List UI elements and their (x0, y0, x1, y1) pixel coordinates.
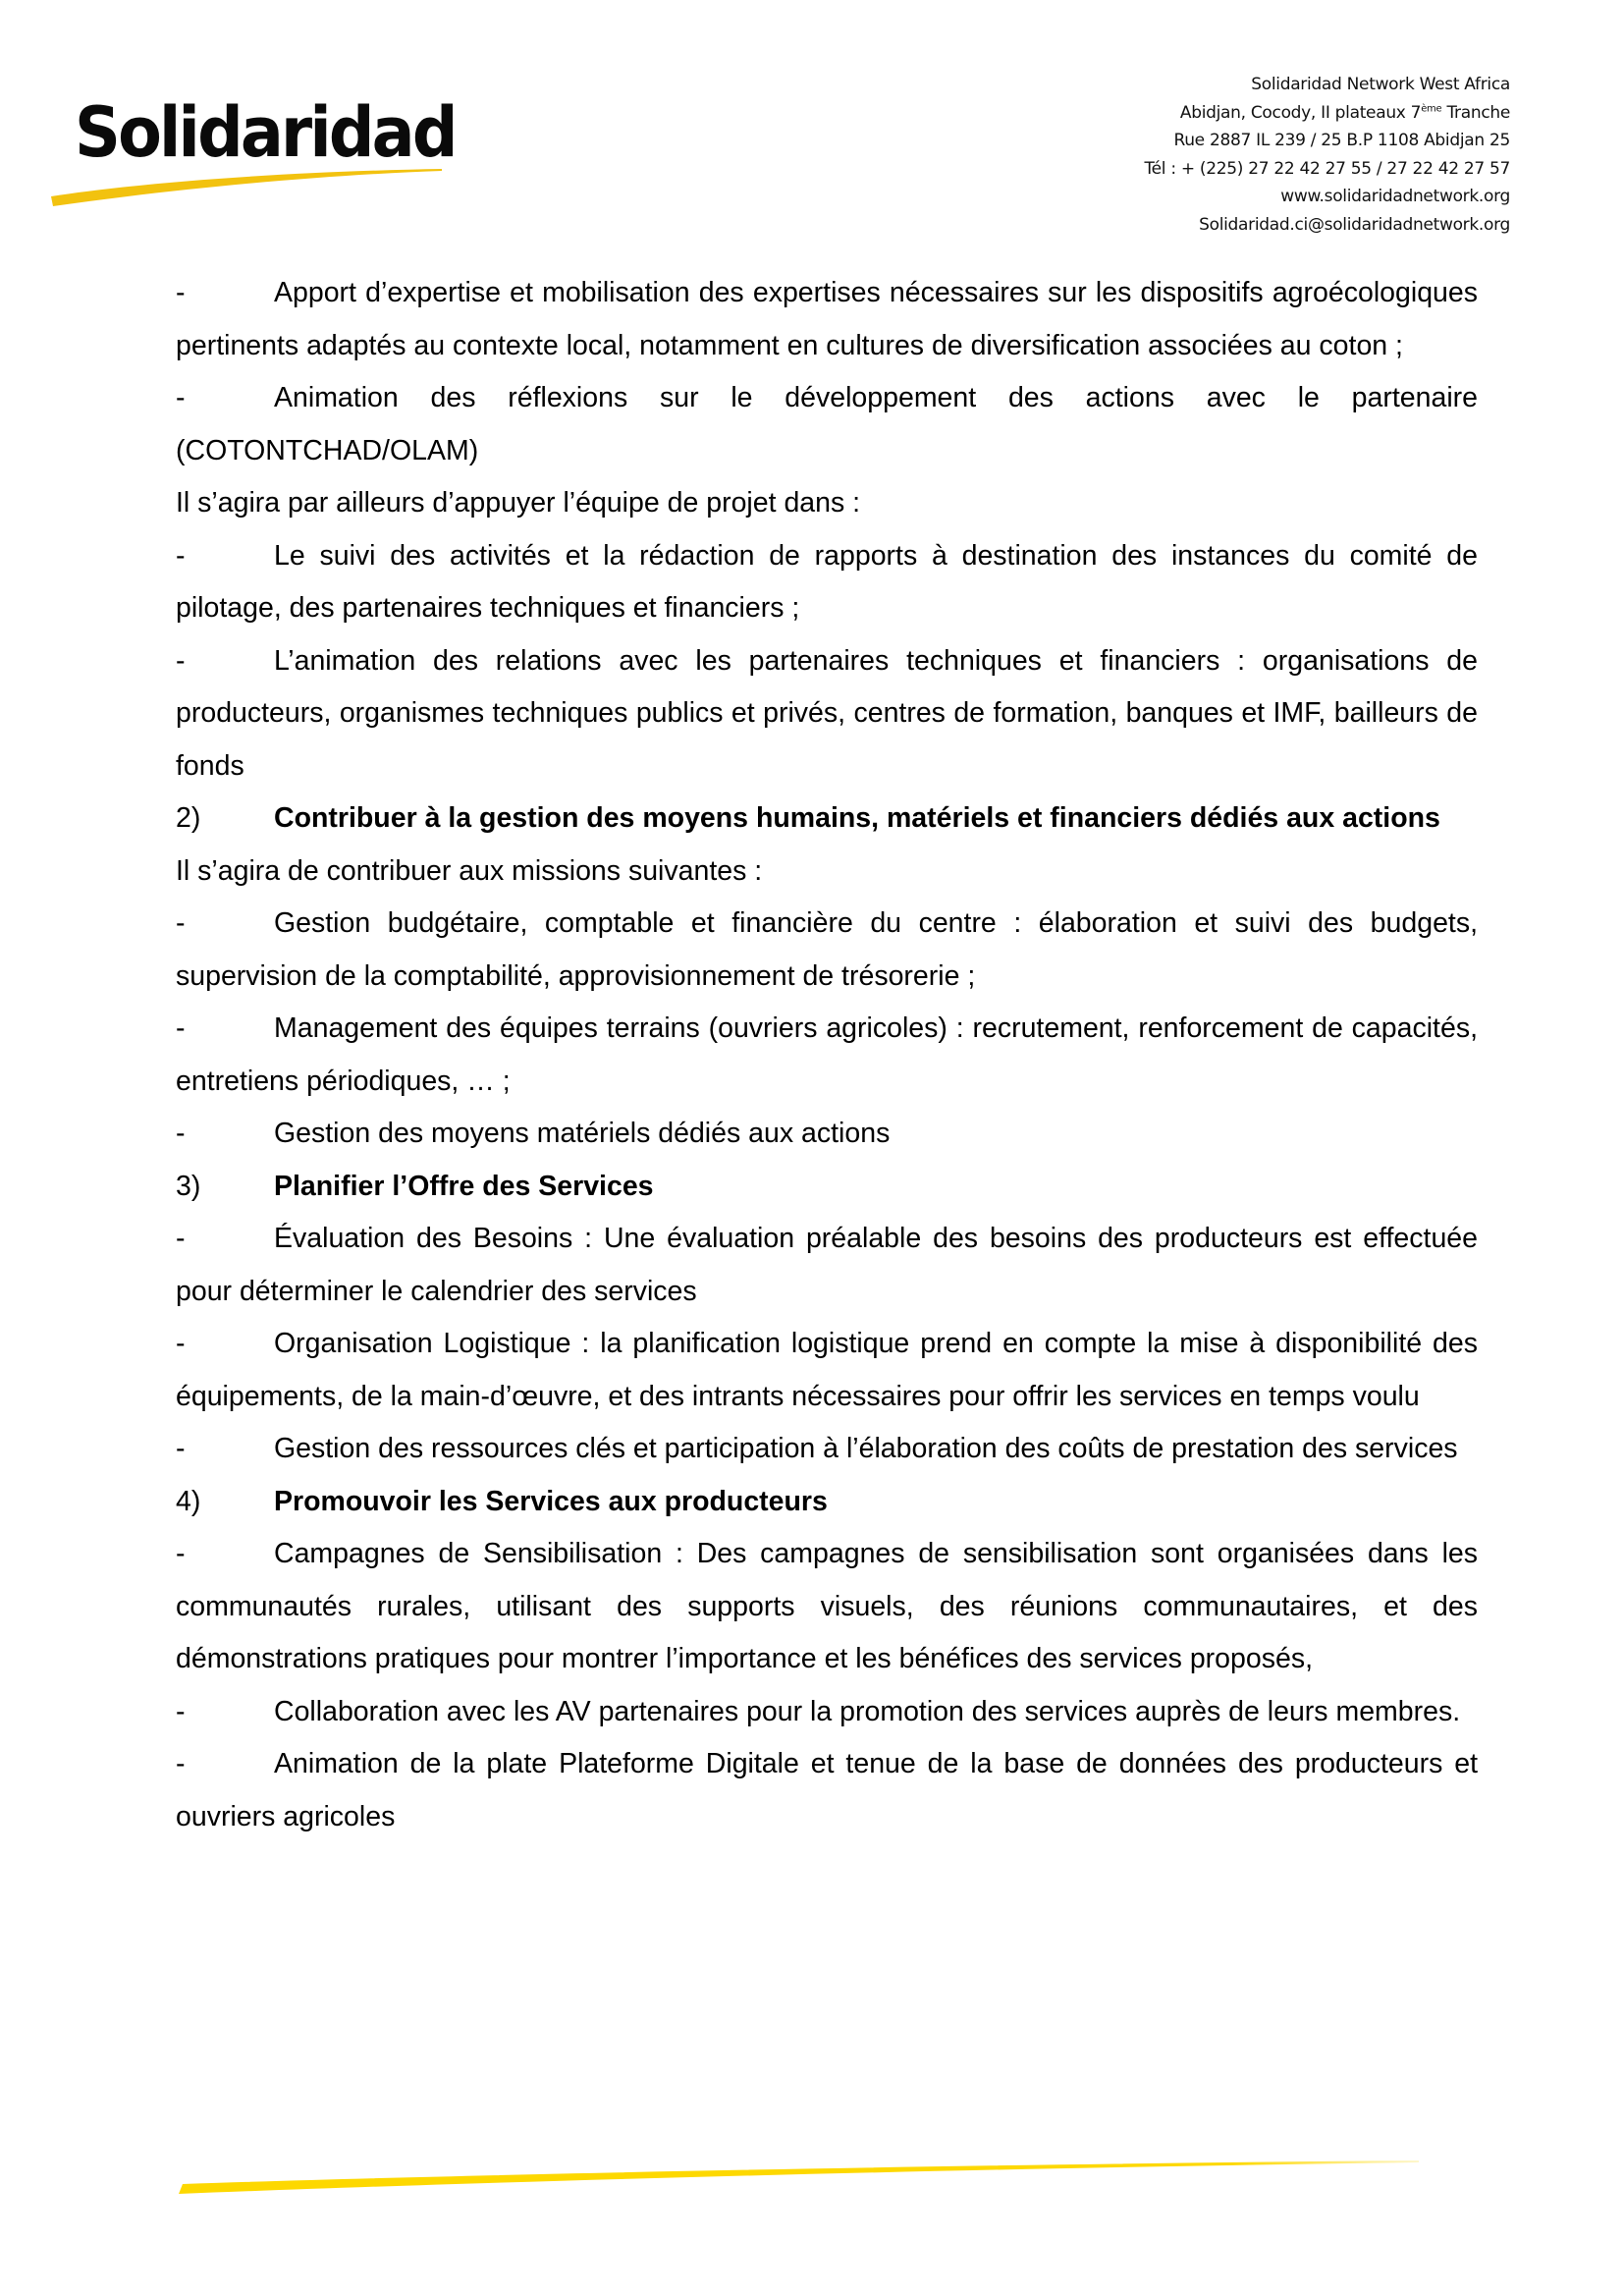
address-line-phone: Tél : + (225) 27 22 42 27 55 / 27 22 42 27 57 (1144, 158, 1510, 179)
bullet-item: - Gestion des ressources clés et participation à l’élaboration des coûts de prestation des services (176, 1423, 1478, 1476)
bullet-marker: - (176, 1223, 186, 1254)
bullet-item: - Animation de la plate Plateforme Digitale et tenue de la base de données des producteurs et ouvriers agricoles (176, 1738, 1478, 1843)
bullet-marker: - (176, 907, 186, 939)
paragraph: Il s’agira de contribuer aux missions suivantes : (176, 854, 763, 887)
letterhead-address (1144, 71, 1510, 240)
footer-swoosh-icon (177, 2160, 1424, 2210)
website-link[interactable]: www.solidaridadnetwork.org (1280, 187, 1510, 207)
bullet-marker: - (176, 644, 186, 677)
bullet-item: - Animation des réflexions sur le développement des actions avec le partenaire (COTONTCHAD/OLAM) (176, 372, 1478, 477)
solidaridad-logo (49, 94, 461, 212)
bullet-item: - Organisation Logistique : la planification logistique prend en compte la mise à disponibilité des équipements, de la main-d’œuvre, et des intrants nécessaires pour offrir les services en temps voulu (176, 1318, 1478, 1423)
section-heading-2: 2) Contribuer à la gestion des moyens humains, matériels et financiers dédiés aux actions (176, 793, 1478, 846)
address-line-street: Rue 2887 IL 239 / 25 B.P 1108 Abidjan 25 (1173, 131, 1510, 151)
bullet-marker: - (176, 277, 186, 308)
section-heading-4: 4) Promouvoir les Services aux producteurs (176, 1476, 1478, 1529)
paragraph: Il s’agira par ailleurs d’appuyer l’équipe de projet dans : (176, 487, 861, 519)
section-number: 2) (176, 802, 201, 834)
bullet-item: - Gestion des moyens matériels dédiés aux actions (176, 1108, 1478, 1161)
bullet-marker: - (176, 1118, 186, 1149)
bullet-item: - L’animation des relations avec les partenaires techniques et financiers : organisations de producteurs, organismes techniques publics et privés, centres de formation, banques et IMF, bailleurs de fonds (176, 635, 1478, 793)
bullet-marker: - (176, 539, 186, 572)
logo-swoosh-icon (49, 167, 452, 206)
bullet-item: - Campagnes de Sensibilisation : Des campagnes de sensibilisation sont organisées dans les communautés rurales, utilisant des supports visuels, des réunions communautaires, et des démonstrations pratiques pour montrer l’importance et les bénéfices des services proposés, (176, 1528, 1478, 1686)
bullet-item: - Collaboration avec les AV partenaires pour la promotion des services auprès de leurs membres. (176, 1686, 1478, 1739)
section-number: 3) (176, 1170, 201, 1202)
bullet-item: - Management des équipes terrains (ouvriers agricoles) : recrutement, renforcement de capacités, entretiens périodiques, … ; (176, 1003, 1478, 1108)
bullet-item: - Évaluation des Besoins : Une évaluation préalable des besoins des producteurs est effectuée pour déterminer le calendrier des services (176, 1213, 1478, 1318)
bullet-marker: - (176, 1328, 186, 1359)
bullet-item: - Le suivi des activités et la rédaction de rapports à destination des instances du comité de pilotage, des partenaires techniques et financiers ; (176, 530, 1478, 635)
bullet-marker: - (176, 1538, 186, 1569)
bullet-marker: - (176, 1012, 186, 1044)
bullet-marker: - (176, 1748, 186, 1779)
document-body (176, 267, 1478, 1843)
email-link[interactable]: Solidaridad.ci@solidaridadnetwork.org (1199, 214, 1510, 235)
bullet-item: - Gestion budgétaire, comptable et financière du centre : élaboration et suivi des budgets, supervision de la comptabilité, approvisionnement de trésorerie ; (176, 898, 1478, 1003)
org-name: Solidaridad Network West Africa (1251, 75, 1510, 94)
logo-wordmark: Solidaridad (75, 92, 456, 173)
bullet-marker: - (176, 382, 186, 413)
bullet-marker: - (176, 1695, 186, 1727)
bullet-marker: - (176, 1433, 186, 1464)
bullet-item: - Apport d’expertise et mobilisation des expertises nécessaires sur les dispositifs agroécologiques pertinents adaptés au contexte local, notamment en cultures de diversification associées au coton ; (176, 267, 1478, 372)
section-number: 4) (176, 1485, 201, 1517)
section-heading-3: 3) Planifier l’Offre des Services (176, 1161, 1478, 1214)
address-line-location: Abidjan, Cocody, II plateaux 7ème Tranche (1179, 102, 1510, 123)
